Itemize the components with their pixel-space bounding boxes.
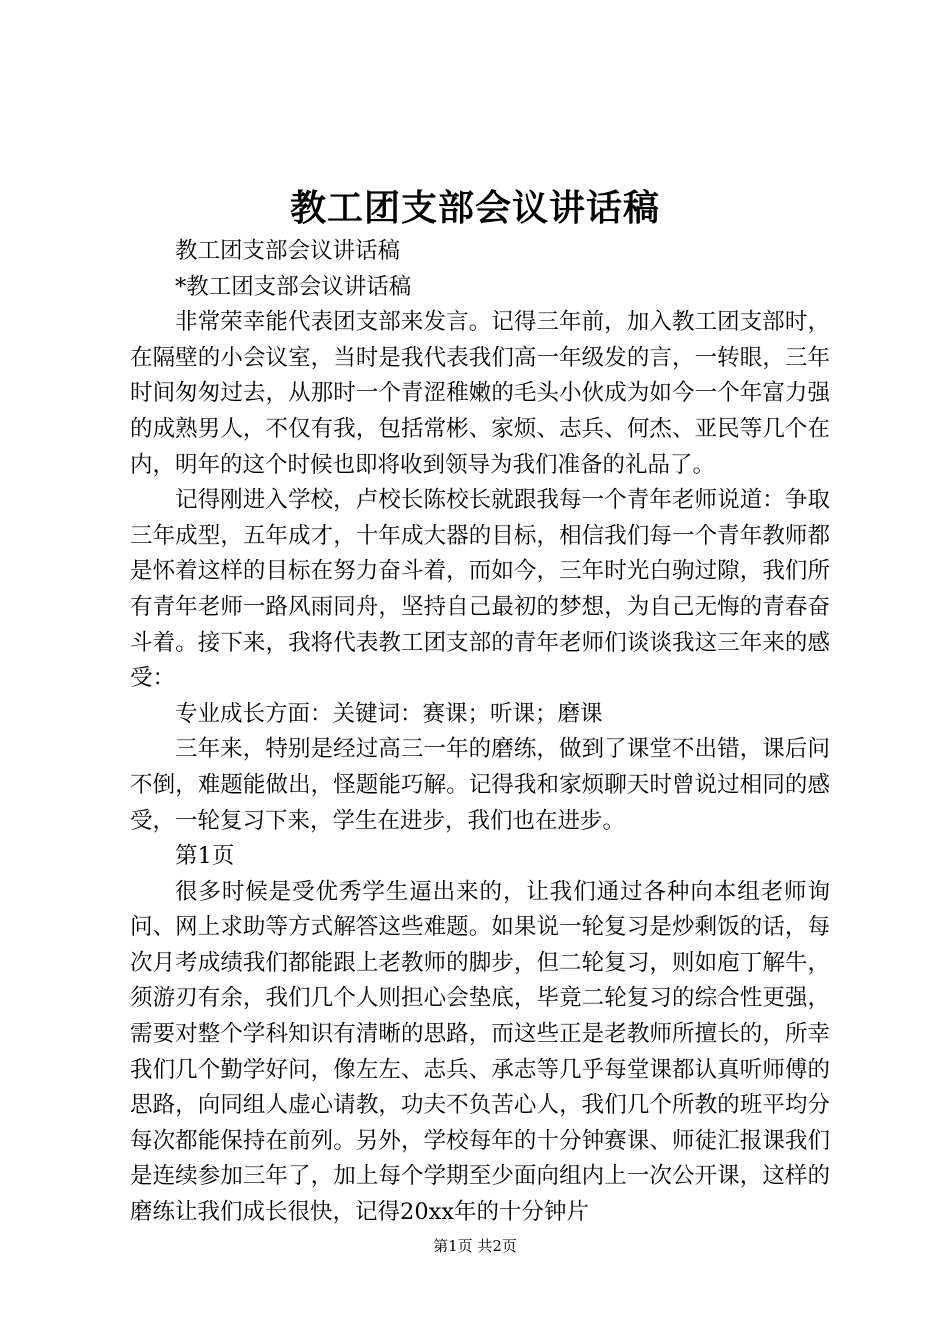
page-footer: 第1页 共2页 bbox=[433, 1237, 517, 1255]
paragraph-growth: 很多时候是受优秀学生逼出来的，让我们通过各种向本组老师询问、网上求助等方式解答这些难题。如果说一轮复习是炒剩饭的话，每次月考成绩我们都能跟上老教师的脚步，但二轮复习，则如庖丁解牛，须游刃有余，我们几个人则担心会垫底，毕竟二轮复习的综合性更强，需要对整个学科知识有清晰的思路，而这些正是老教师所擅长的，所幸我们几个勤学好问，像左左、志兵、承志等几乎每堂课都认真听师傅的思路，向同组人虚心请教，功夫不负苦心人，我们几个所教的班平均分每次都能保持在前列。另外，学校每年的十分钟赛课、师徒汇报课我们是连续参加三年了，加上每个学期至少面向组内上一次公开课，这样的磨练让我们成长很快，记得20xx年的十分钟片 bbox=[130, 878, 830, 1226]
paragraph-subheading: *教工团支部会议讲话稿 bbox=[175, 273, 412, 300]
document-body bbox=[130, 234, 830, 1231]
paragraph-memory: 记得刚进入学校，卢校长陈校长就跟我每一个青年老师说道：争取三年成型，五年成才，十年成大器的目标，相信我们每一个青年教师都是怀着这样的目标在努力奋斗着，而如今，三年时光白驹过隙，我们所有青年老师一路风雨同舟，坚持自己最初的梦想，为自己无悔的青春奋斗着。接下来，我将代表教工团支部的青年老师们谈谈我这三年来的感受： bbox=[130, 487, 830, 692]
paragraph-keywords: 专业成长方面：关键词：赛课；听课；磨课 bbox=[175, 700, 603, 727]
paragraph-heading-repeat: 教工团支部会议讲话稿 bbox=[175, 238, 401, 264]
document-title: 教工团支部会议讲话稿 bbox=[289, 187, 660, 229]
paragraph-three-years: 三年来，特别是经过高三一年的磨练，做到了课堂不出错，课后问不倒，难题能做出，怪题能巧解。记得我和家烦聊天时曾说过相同的感受，一轮复习下来，学生在进步，我们也在进步。 bbox=[130, 736, 830, 834]
inline-page-marker: 第1页 bbox=[175, 843, 235, 870]
paragraph-intro: 非常荣幸能代表团支部来发言。记得三年前，加入教工团支部时，在隔壁的小会议室，当时是我代表我们高一年级发的言，一转眼，三年时间匆匆过去，从那时一个青涩稚嫩的毛头小伙成为如今一个年富力强的成熟男人，不仅有我，包括常彬、家烦、志兵、何杰、亚民等几个在内，明年的这个时候也即将收到领导为我们准备的礼品了。 bbox=[130, 309, 830, 478]
